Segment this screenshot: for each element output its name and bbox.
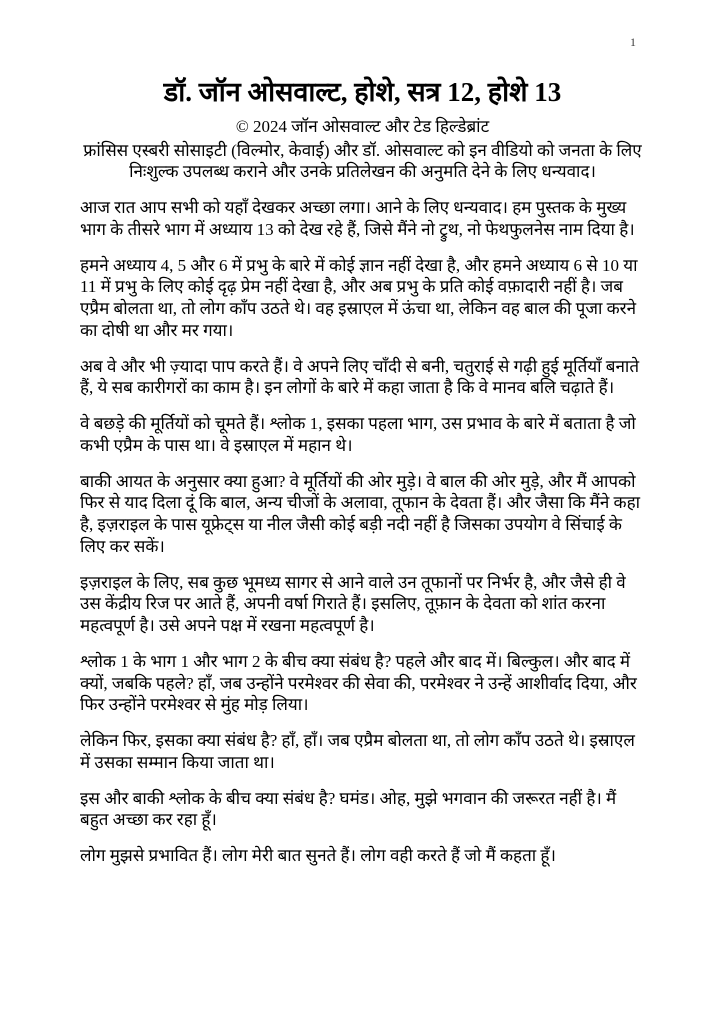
- paragraph: अब वे और भी ज़्यादा पाप करते हैं। वे अपने लिए चाँदी से बनी, चतुराई से गढ़ी हुई मूर्तियाँ बनाते हैं, ये सब कारीगरों का काम है। इन लोगों के बारे में कहा जाता है कि वे मानव बलि चढ़ाते हैं।: [80, 356, 640, 398]
- copyright-line: © 2024 जॉन ओसवाल्ट और टेड हिल्डेब्रांट: [235, 116, 490, 136]
- paragraph: श्लोक 1 के भाग 1 और भाग 2 के बीच क्या संबंध है? पहले और बाद में। बिल्कुल। और बाद में क्यों, जबकि पहले? हाँ, जब उन्होंने परमेश्वर की सेवा की, परमेश्वर ने उन्हें आशीर्वाद दिया, और फिर उन्होंने परमेश्वर से मुंह मोड़ लिया।: [80, 651, 637, 715]
- paragraph: इज़राइल के लिए, सब कुछ भूमध्य सागर से आने वाले उन तूफानों पर निर्भर है, और जैसे ही वे उस केंद्रीय रिज पर आते हैं, अपनी वर्षा गिराते हैं। इसलिए, तूफ़ान के देवता को शांत करना महत्वपूर्ण है। उसे अपने पक्ष में रखना महत्वपूर्ण है।: [80, 572, 626, 635]
- paragraph: लोग मुझसे प्रभावित हैं। लोग मेरी बात सुनते हैं। लोग वही करते हैं जो मैं कहता हूँ।: [80, 846, 556, 865]
- paragraph: आज रात आप सभी को यहाँ देखकर अच्छा लगा। आने के लिए धन्यवाद। हम पुस्तक के मुख्य भाग के तीसरे भाग में अध्याय 13 को देख रहे हैं, जिसे मैंने नो ट्रुथ, नो फेथफुलनेस नाम दिया है।: [80, 198, 635, 239]
- paragraph: वे बछड़े की मूर्तियों को चूमते हैं। श्लोक 1, इसका पहला भाग, उस प्रभाव के बारे में बताता है जो कभी एप्रैम के पास था। वे इस्राएल में महान थे।: [80, 414, 636, 455]
- paragraph: इस और बाकी श्लोक के बीच क्या संबंध है? घमंड। ओह, मुझे भगवान की जरूरत नहीं है। मैं बहुत अच्छा कर रहा हूँ।: [80, 788, 617, 830]
- paragraph: लेकिन फिर, इसका क्या संबंध है? हाँ, हाँ। जब एप्रैम बोलता था, तो लोग काँप उठते थे। इस्राएल में उसका सम्मान किया जाता था।: [80, 731, 635, 772]
- acknowledgement-text: फ्रांसिस एस्बरी सोसाइटी (विल्मोर, केवाई) और डॉ. ओसवाल्ट को इन वीडियो को जनता के लिए निःशुल्क उपलब्ध कराने और उनके प्रतिलेखन की अनुमति देने के लिए धन्यवाद।: [83, 140, 642, 182]
- paragraph: बाकी आयत के अनुसार क्या हुआ? वे मूर्तियों की ओर मुड़े। वे बाल की ओर मुड़े, और मैं आपको फिर से याद दिला दूं कि बाल, अन्य चीजों के अलावा, तूफान के देवता हैं। और जैसा कि मैंने कहा है, इज़राइल के पास यूफ्रेट्स या नील जैसी कोई बड़ी नदी नहीं है जिसका उपयोग वे सिंचाई के लिए कर सकें।: [80, 471, 641, 556]
- page-title: डॉ. जॉन ओसवाल्ट, होशे, सत्र 12, होशे 13: [163, 77, 562, 107]
- paragraph: हमने अध्याय 4, 5 और 6 में प्रभु के बारे में कोई ज्ञान नहीं देखा है, और हमने अध्याय 6 से 10 या 11 में प्रभु के लिए कोई दृढ़ प्रेम नहीं देखा है, और अब प्रभु के प्रति कोई वफ़ादारी नहीं है। जब एप्रैम बोलता था, तो लोग काँप उठते थे। वह इस्राएल में ऊंचा था, लेकिन वह बाल की पूजा करने का दोषी था और मर गया।: [80, 255, 638, 340]
- page-number: 1: [630, 35, 636, 49]
